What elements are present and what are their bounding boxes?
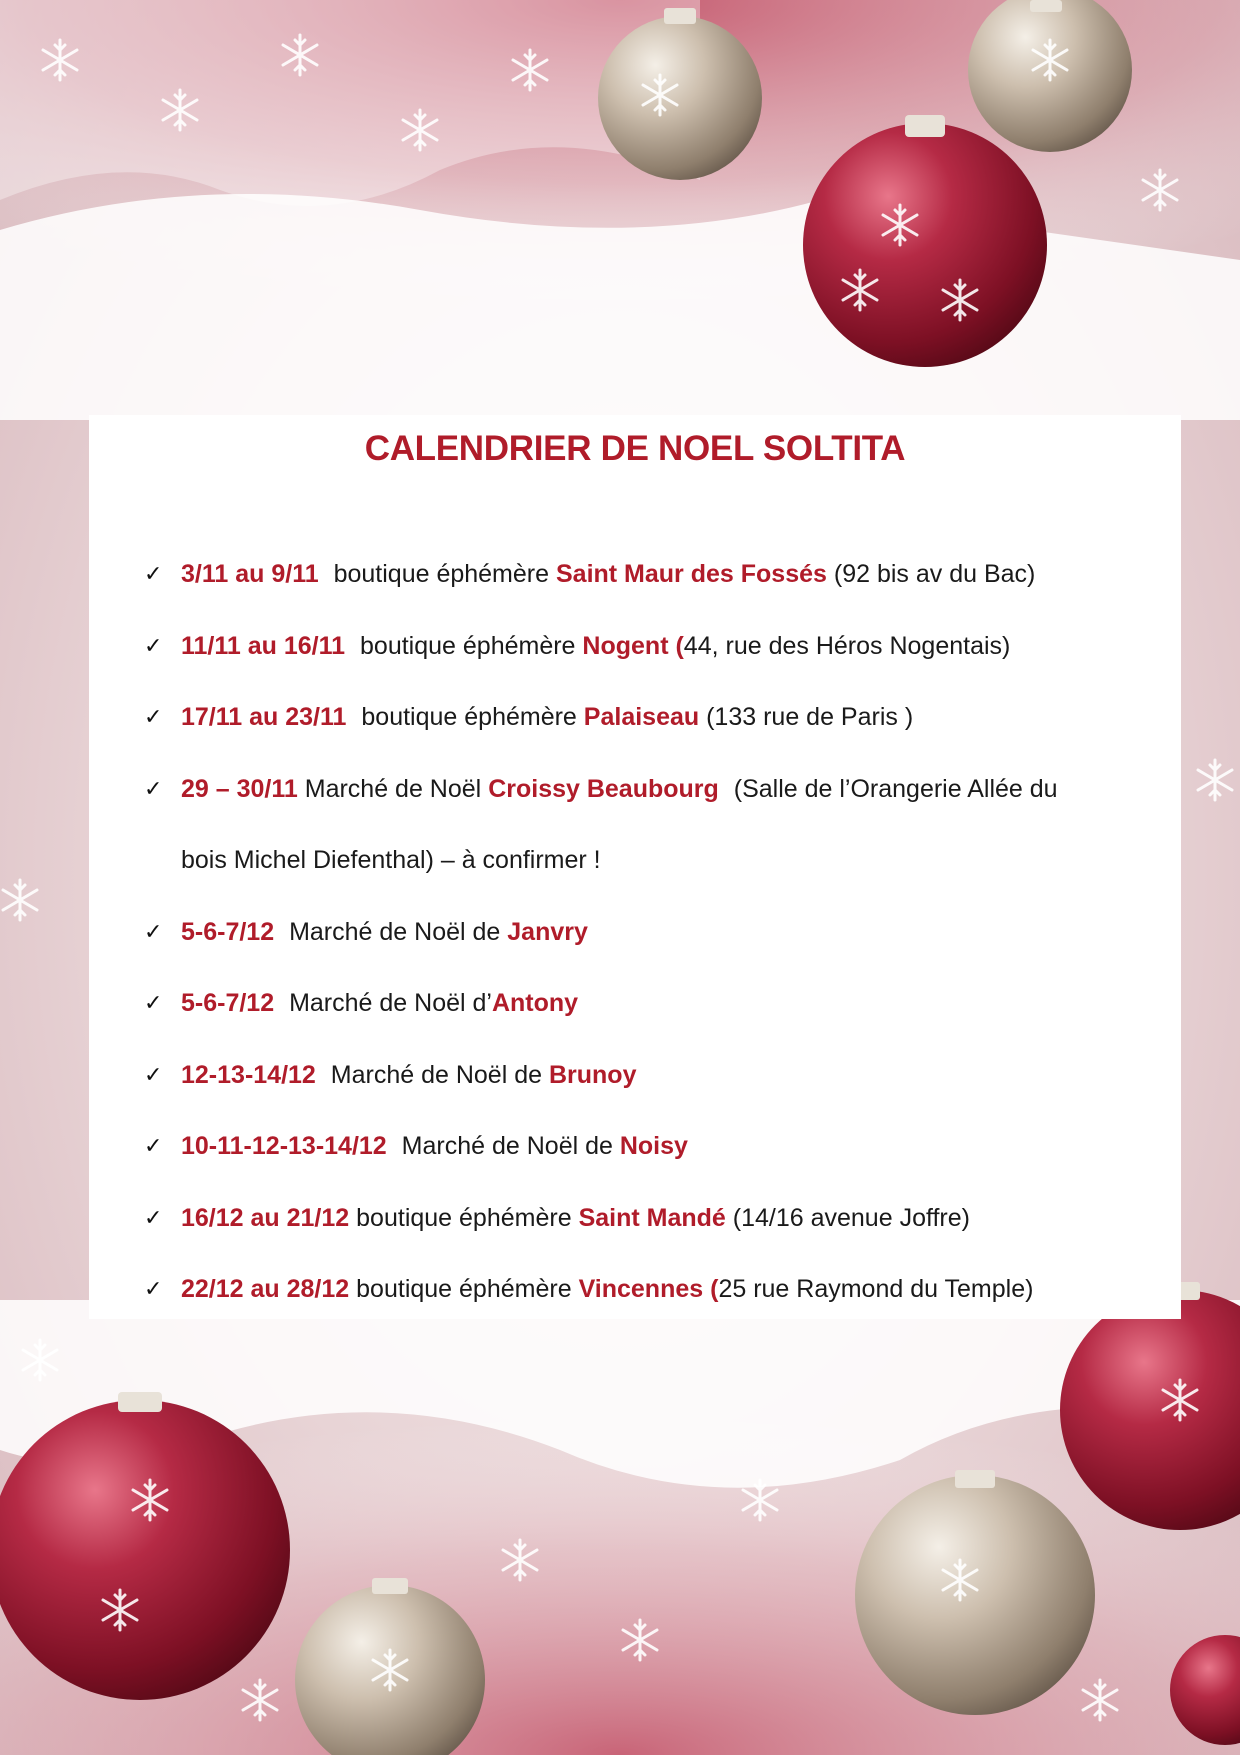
event-date: 29 – 30/11 [181, 774, 298, 803]
event-type: Marché de Noël de [330, 1060, 543, 1089]
check-mark-icon: ✓ [144, 990, 163, 1015]
list-item [144, 981, 1181, 1053]
event-place: Nogent ( [582, 631, 684, 660]
event-date: 5-6-7/12 [181, 917, 275, 946]
event-place: Palaiseau [583, 703, 700, 731]
event-type: Marché de Noël de [289, 917, 501, 946]
event-details: (Salle de l’Orangerie Allée du [733, 774, 1058, 803]
check-mark-icon: ✓ [144, 632, 163, 658]
event-date: 10-11-12-13-14/12 [181, 1132, 387, 1160]
list-item [144, 1267, 1181, 1339]
page-title: CALENDRIER DE NOEL SOLTITA [364, 429, 906, 468]
event-type: boutique éphémère [333, 560, 550, 588]
event-type: boutique éphémère [356, 1275, 572, 1303]
event-place: Saint Mandé [578, 1203, 726, 1232]
check-mark-icon: ✓ [144, 775, 163, 801]
event-details-continued: bois Michel Diefenthal) – à confirmer ! [181, 846, 601, 874]
event-details: (14/16 avenue Joffre) [732, 1203, 970, 1232]
event-type: boutique éphémère [360, 631, 576, 660]
event-place: Vincennes ( [578, 1275, 719, 1303]
event-type: boutique éphémère [356, 1203, 572, 1232]
event-type: Marché de Noël d’ [289, 989, 492, 1017]
event-date: 22/12 au 28/12 [181, 1275, 350, 1303]
event-details: (92 bis av du Bac) [833, 560, 1036, 588]
list-item [144, 1124, 1181, 1196]
event-date: 17/11 au 23/11 [181, 703, 347, 731]
event-details: 44, rue des Héros Nogentais) [683, 631, 1011, 660]
event-date: 5-6-7/12 [181, 989, 275, 1017]
event-place: Brunoy [548, 1060, 637, 1089]
check-mark-icon: ✓ [144, 1276, 163, 1301]
list-item [144, 695, 1181, 767]
event-date: 11/11 au 16/11 [181, 631, 346, 660]
list-item [144, 624, 1181, 696]
event-list [144, 552, 1181, 1339]
event-place: Saint Maur des Fossés [555, 560, 827, 588]
list-item [144, 767, 1181, 910]
event-date: 3/11 au 9/11 [181, 560, 319, 588]
check-mark-icon: ✓ [144, 918, 163, 944]
event-place: Antony [491, 989, 579, 1017]
event-place: Janvry [507, 917, 588, 946]
check-mark-icon: ✓ [144, 1133, 163, 1158]
list-item [144, 910, 1181, 982]
event-place: Croissy Beaubourg [488, 774, 719, 803]
check-mark-icon: ✓ [144, 1204, 163, 1230]
check-mark-icon: ✓ [144, 1061, 163, 1087]
event-type: Marché de Noël de [401, 1132, 613, 1160]
list-item [144, 552, 1181, 624]
event-details: 25 rue Raymond du Temple) [718, 1275, 1034, 1303]
event-place: Noisy [619, 1132, 688, 1160]
event-type: boutique éphémère [361, 703, 577, 731]
calendar-card [89, 415, 1181, 1319]
list-item [144, 1196, 1181, 1268]
list-item [144, 1053, 1181, 1125]
event-date: 12-13-14/12 [181, 1060, 316, 1089]
check-mark-icon: ✓ [144, 704, 163, 729]
check-mark-icon: ✓ [144, 561, 163, 586]
event-date: 16/12 au 21/12 [181, 1203, 350, 1232]
event-details: (133 rue de Paris ) [706, 703, 914, 731]
event-type: Marché de Noël [304, 774, 482, 803]
